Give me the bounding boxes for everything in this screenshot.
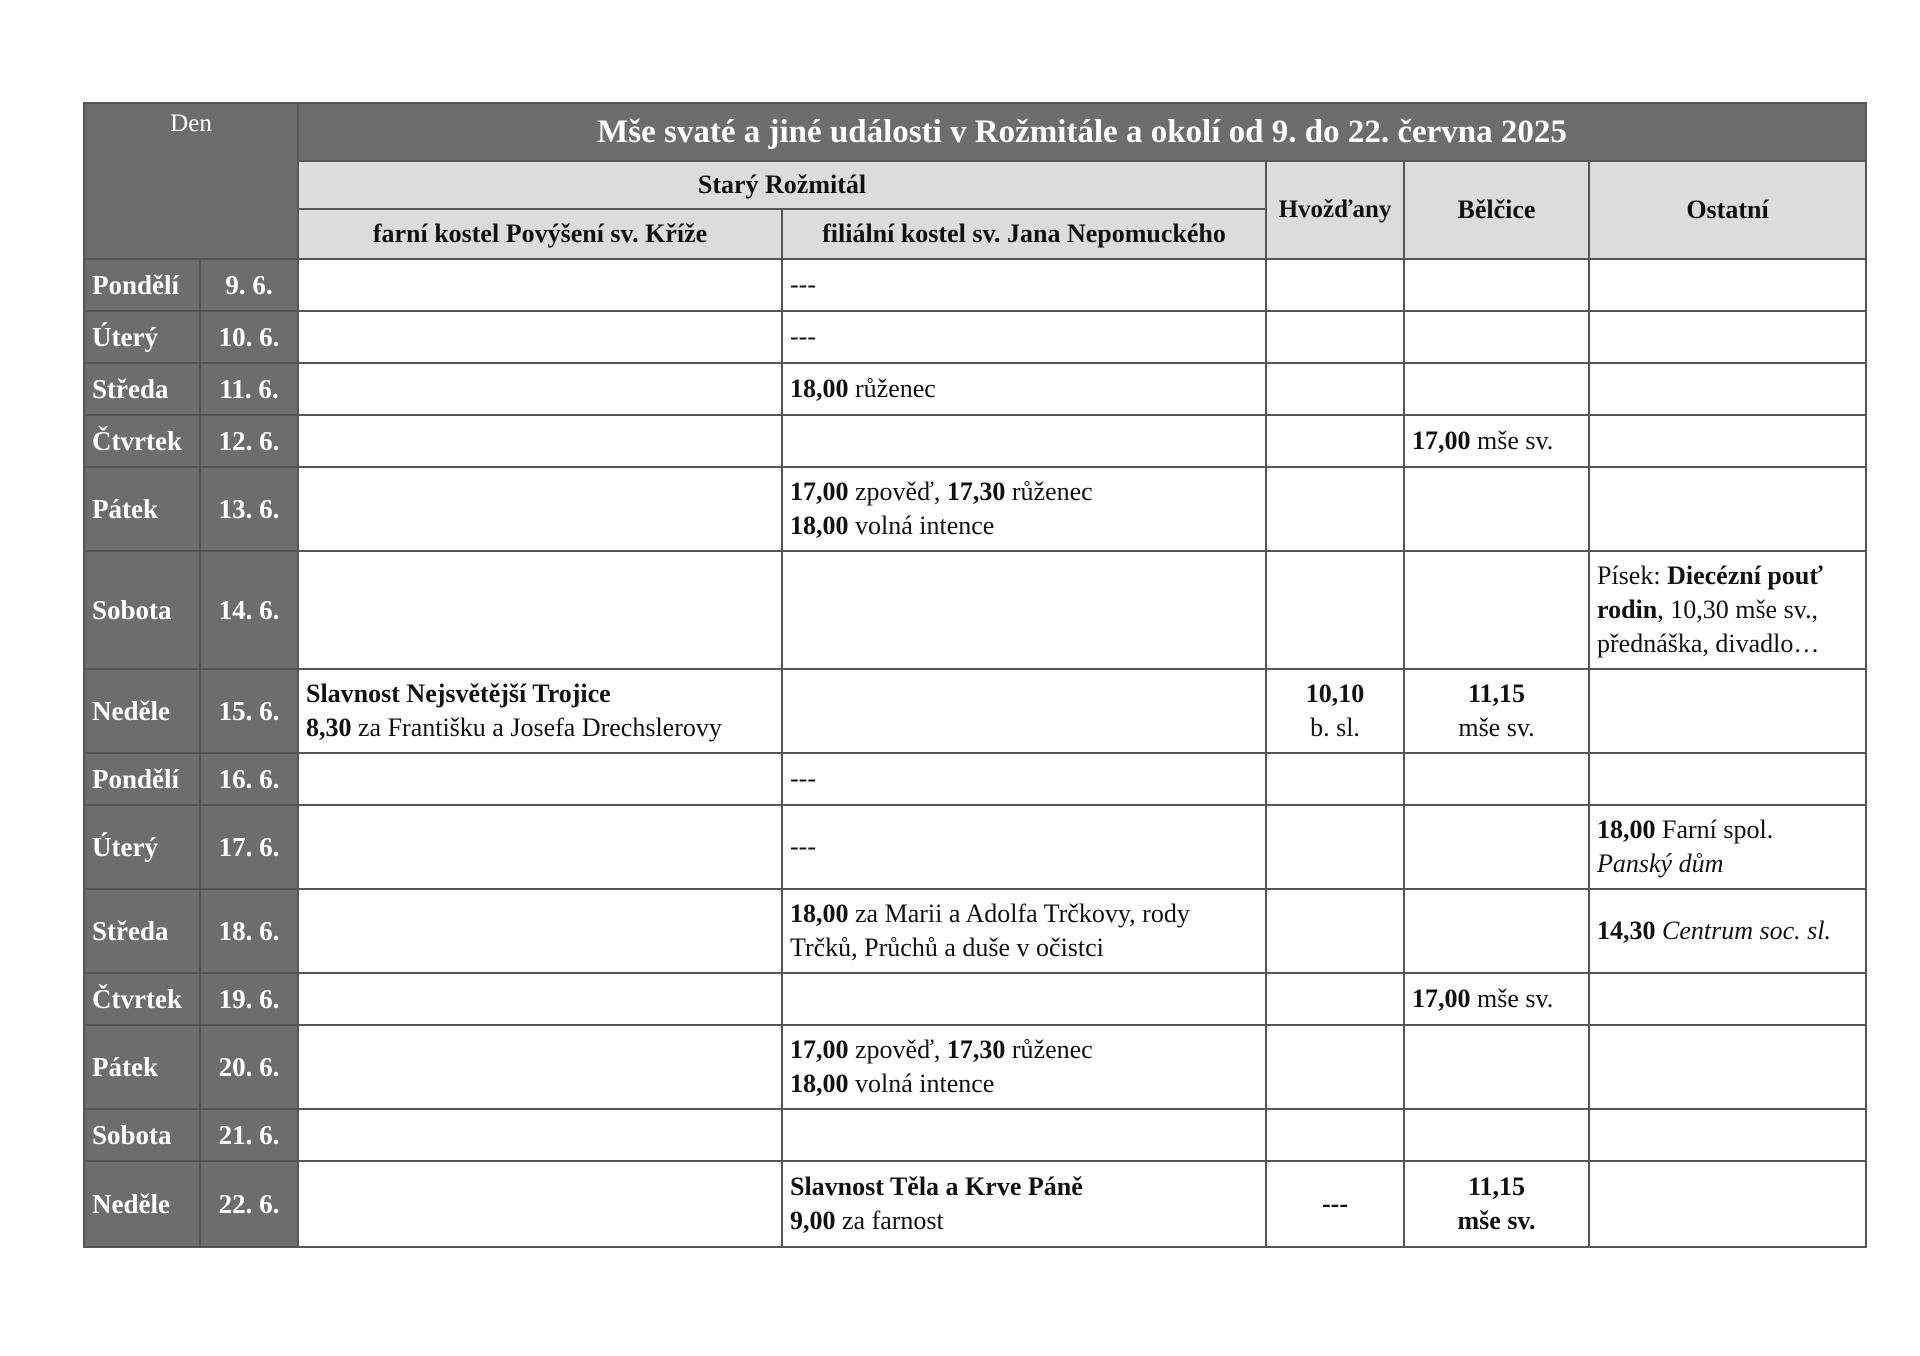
day-name: Neděle bbox=[84, 669, 200, 753]
belcice-cell bbox=[1404, 311, 1589, 363]
ostatni-header: Ostatní bbox=[1589, 161, 1866, 259]
hvozdany-cell bbox=[1266, 467, 1404, 551]
filialni-cell bbox=[782, 669, 1266, 753]
day-name: Úterý bbox=[84, 805, 200, 889]
farni-cell bbox=[298, 1109, 782, 1161]
cell-text: 17,30 bbox=[946, 1035, 1006, 1065]
belcice-cell bbox=[1404, 889, 1589, 973]
hvozdany-cell bbox=[1266, 669, 1404, 753]
belcice-cell bbox=[1404, 415, 1589, 467]
farni-cell bbox=[298, 415, 782, 467]
cell-text: 11,15 bbox=[1467, 1172, 1526, 1202]
filialni-cell bbox=[782, 467, 1266, 551]
farni-kostel-header: farní kostel Povýšení sv. Kříže bbox=[298, 209, 782, 259]
hvozdany-cell bbox=[1266, 805, 1404, 889]
day-name: Čtvrtek bbox=[84, 973, 200, 1025]
belcice-cell bbox=[1404, 805, 1589, 889]
cell-text: b. sl. bbox=[1310, 713, 1360, 742]
belcice-cell bbox=[1404, 973, 1589, 1025]
filialni-cell bbox=[782, 753, 1266, 805]
page-title: Mše svaté a jiné události v Rožmitále a okolí od 9. do 22. června 2025 bbox=[298, 103, 1866, 161]
hvozdany-cell bbox=[1266, 753, 1404, 805]
day-date: 16. 6. bbox=[200, 753, 298, 805]
cell-text: za farnost bbox=[835, 1206, 944, 1235]
cell-text: přednáška, divadlo… bbox=[1597, 628, 1820, 658]
cell-text: 18,00 bbox=[790, 511, 849, 540]
hvozdany-cell bbox=[1266, 1025, 1404, 1109]
hvozdany-header: Hvožďany bbox=[1266, 161, 1404, 259]
cell-text: mše sv. bbox=[1470, 426, 1554, 456]
cell-text: mše sv. bbox=[1457, 1206, 1536, 1235]
cell-text: mše sv. bbox=[1458, 713, 1535, 742]
farni-cell bbox=[298, 363, 782, 415]
day-date: 21. 6. bbox=[200, 1109, 298, 1161]
table-row bbox=[84, 805, 1866, 889]
cell-text: 17,00 bbox=[790, 477, 849, 507]
table-row bbox=[84, 1025, 1866, 1109]
cell-text: Trčků, Průchů a duše v očistci bbox=[790, 933, 1104, 962]
farni-cell bbox=[298, 467, 782, 551]
farni-cell bbox=[298, 1025, 782, 1109]
cell-text: mše sv. bbox=[1470, 984, 1554, 1014]
cell-text: --- bbox=[790, 322, 816, 352]
cell-text: --- bbox=[790, 270, 816, 300]
day-name: Pátek bbox=[84, 467, 200, 551]
hvozdany-cell bbox=[1266, 551, 1404, 669]
filialni-cell bbox=[782, 551, 1266, 669]
belcice-cell bbox=[1404, 1109, 1589, 1161]
table-row bbox=[84, 415, 1866, 467]
hvozdany-cell bbox=[1266, 415, 1404, 467]
farni-cell bbox=[298, 551, 782, 669]
day-date: 13. 6. bbox=[200, 467, 298, 551]
ostatni-cell bbox=[1589, 889, 1866, 973]
day-name: Pondělí bbox=[84, 259, 200, 311]
belcice-cell bbox=[1404, 1161, 1589, 1247]
filialni-cell bbox=[782, 1161, 1266, 1247]
cell-text: Panský dům bbox=[1597, 849, 1724, 878]
table-row bbox=[84, 363, 1866, 415]
filialni-cell bbox=[782, 973, 1266, 1025]
cell-text: 18,00 bbox=[790, 899, 849, 929]
belcice-cell bbox=[1404, 259, 1589, 311]
table-row bbox=[84, 551, 1866, 669]
day-date: 10. 6. bbox=[200, 311, 298, 363]
ostatni-cell bbox=[1589, 1109, 1866, 1161]
hvozdany-cell bbox=[1266, 311, 1404, 363]
hvozdany-cell bbox=[1266, 363, 1404, 415]
ostatni-cell bbox=[1589, 311, 1866, 363]
schedule-table bbox=[83, 102, 1867, 1248]
day-date: 11. 6. bbox=[200, 363, 298, 415]
ostatni-cell bbox=[1589, 467, 1866, 551]
ostatni-cell bbox=[1589, 669, 1866, 753]
cell-text: 18,00 bbox=[790, 374, 849, 404]
day-name: Středa bbox=[84, 363, 200, 415]
day-date: 22. 6. bbox=[200, 1161, 298, 1247]
table-row bbox=[84, 753, 1866, 805]
filialni-cell bbox=[782, 311, 1266, 363]
belcice-cell bbox=[1404, 1025, 1589, 1109]
table-row bbox=[84, 259, 1866, 311]
filialni-cell bbox=[782, 259, 1266, 311]
day-date: 9. 6. bbox=[200, 259, 298, 311]
cell-text: 14,30 bbox=[1597, 916, 1656, 946]
cell-text: Písek: bbox=[1597, 561, 1668, 591]
cell-text: 9,00 bbox=[790, 1206, 836, 1235]
farni-cell bbox=[298, 311, 782, 363]
filialni-cell bbox=[782, 889, 1266, 973]
cell-text: volná intence bbox=[848, 1069, 995, 1098]
cell-text: za Marii a Adolfa Trčkovy, rody bbox=[848, 899, 1190, 929]
cell-text: růženec bbox=[1005, 477, 1093, 507]
schedule-body bbox=[84, 259, 1866, 1247]
cell-text: růženec bbox=[848, 374, 936, 404]
cell-text: 17,30 bbox=[946, 477, 1006, 507]
ostatni-cell bbox=[1589, 551, 1866, 669]
hvozdany-cell bbox=[1266, 1109, 1404, 1161]
belcice-cell bbox=[1404, 753, 1589, 805]
cell-text: Farní spol. bbox=[1655, 815, 1774, 845]
day-name: Pátek bbox=[84, 1025, 200, 1109]
hvozdany-cell bbox=[1266, 973, 1404, 1025]
cell-text: 11,15 bbox=[1467, 679, 1526, 709]
belcice-cell bbox=[1404, 363, 1589, 415]
table-row bbox=[84, 889, 1866, 973]
ostatni-cell bbox=[1589, 1161, 1866, 1247]
cell-text: 18,00 bbox=[1597, 815, 1656, 845]
ostatni-cell bbox=[1589, 973, 1866, 1025]
farni-cell bbox=[298, 889, 782, 973]
day-name: Středa bbox=[84, 889, 200, 973]
cell-text: růženec bbox=[1005, 1035, 1093, 1065]
filialni-cell bbox=[782, 1025, 1266, 1109]
table-row bbox=[84, 669, 1866, 753]
hvozdany-cell bbox=[1266, 889, 1404, 973]
day-name: Pondělí bbox=[84, 753, 200, 805]
farni-cell bbox=[298, 669, 782, 753]
farni-cell bbox=[298, 805, 782, 889]
cell-text: --- bbox=[790, 764, 816, 794]
cell-text: 8,30 bbox=[306, 713, 352, 742]
belcice-cell bbox=[1404, 551, 1589, 669]
farni-cell bbox=[298, 973, 782, 1025]
day-date: 15. 6. bbox=[200, 669, 298, 753]
cell-text: zpověď, bbox=[848, 477, 947, 507]
den-header: Den bbox=[84, 103, 298, 259]
day-date: 20. 6. bbox=[200, 1025, 298, 1109]
ostatni-cell bbox=[1589, 753, 1866, 805]
cell-text: Centrum soc. sl. bbox=[1662, 916, 1831, 946]
stary-rozmital-header: Starý Rožmitál bbox=[298, 161, 1266, 209]
table-row bbox=[84, 1161, 1866, 1247]
day-date: 17. 6. bbox=[200, 805, 298, 889]
day-date: 14. 6. bbox=[200, 551, 298, 669]
day-name: Čtvrtek bbox=[84, 415, 200, 467]
day-name: Úterý bbox=[84, 311, 200, 363]
farni-cell bbox=[298, 753, 782, 805]
cell-text: 17,00 bbox=[790, 1035, 849, 1065]
ostatni-cell bbox=[1589, 1025, 1866, 1109]
belcice-header: Bělčice bbox=[1404, 161, 1589, 259]
belcice-cell bbox=[1404, 467, 1589, 551]
day-date: 12. 6. bbox=[200, 415, 298, 467]
table-row bbox=[84, 311, 1866, 363]
cell-text: Diecézní pouť bbox=[1667, 561, 1823, 591]
farni-cell bbox=[298, 1161, 782, 1247]
cell-text: , 10,30 mše sv., bbox=[1657, 595, 1819, 625]
day-name: Sobota bbox=[84, 1109, 200, 1161]
cell-text: Slavnost Nejsvětější Trojice bbox=[306, 679, 611, 709]
cell-text: za Františku a Josefa Drechslerovy bbox=[351, 713, 722, 742]
day-name: Neděle bbox=[84, 1161, 200, 1247]
ostatni-cell bbox=[1589, 363, 1866, 415]
filialni-kostel-header: filiální kostel sv. Jana Nepomuckého bbox=[782, 209, 1266, 259]
cell-text: volná intence bbox=[848, 511, 995, 540]
filialni-cell bbox=[782, 805, 1266, 889]
day-name: Sobota bbox=[84, 551, 200, 669]
belcice-cell bbox=[1404, 669, 1589, 753]
ostatni-cell bbox=[1589, 805, 1866, 889]
hvozdany-cell bbox=[1266, 1161, 1404, 1247]
cell-text: zpověď, bbox=[848, 1035, 947, 1065]
cell-text: 10,10 bbox=[1305, 679, 1365, 709]
farni-cell bbox=[298, 259, 782, 311]
cell-text: Slavnost Těla a Krve Páně bbox=[790, 1172, 1083, 1202]
filialni-cell bbox=[782, 363, 1266, 415]
cell-text: 17,00 bbox=[1412, 984, 1471, 1014]
ostatni-cell bbox=[1589, 259, 1866, 311]
hvozdany-cell bbox=[1266, 259, 1404, 311]
cell-text: rodin bbox=[1597, 595, 1658, 625]
table-row bbox=[84, 467, 1866, 551]
table-row bbox=[84, 1109, 1866, 1161]
day-date: 19. 6. bbox=[200, 973, 298, 1025]
table-row bbox=[84, 973, 1866, 1025]
cell-text: --- bbox=[1322, 1189, 1348, 1219]
cell-text: --- bbox=[790, 832, 816, 862]
ostatni-cell bbox=[1589, 415, 1866, 467]
cell-text: 18,00 bbox=[790, 1069, 849, 1098]
filialni-cell bbox=[782, 1109, 1266, 1161]
day-date: 18. 6. bbox=[200, 889, 298, 973]
filialni-cell bbox=[782, 415, 1266, 467]
cell-text: 17,00 bbox=[1412, 426, 1471, 456]
